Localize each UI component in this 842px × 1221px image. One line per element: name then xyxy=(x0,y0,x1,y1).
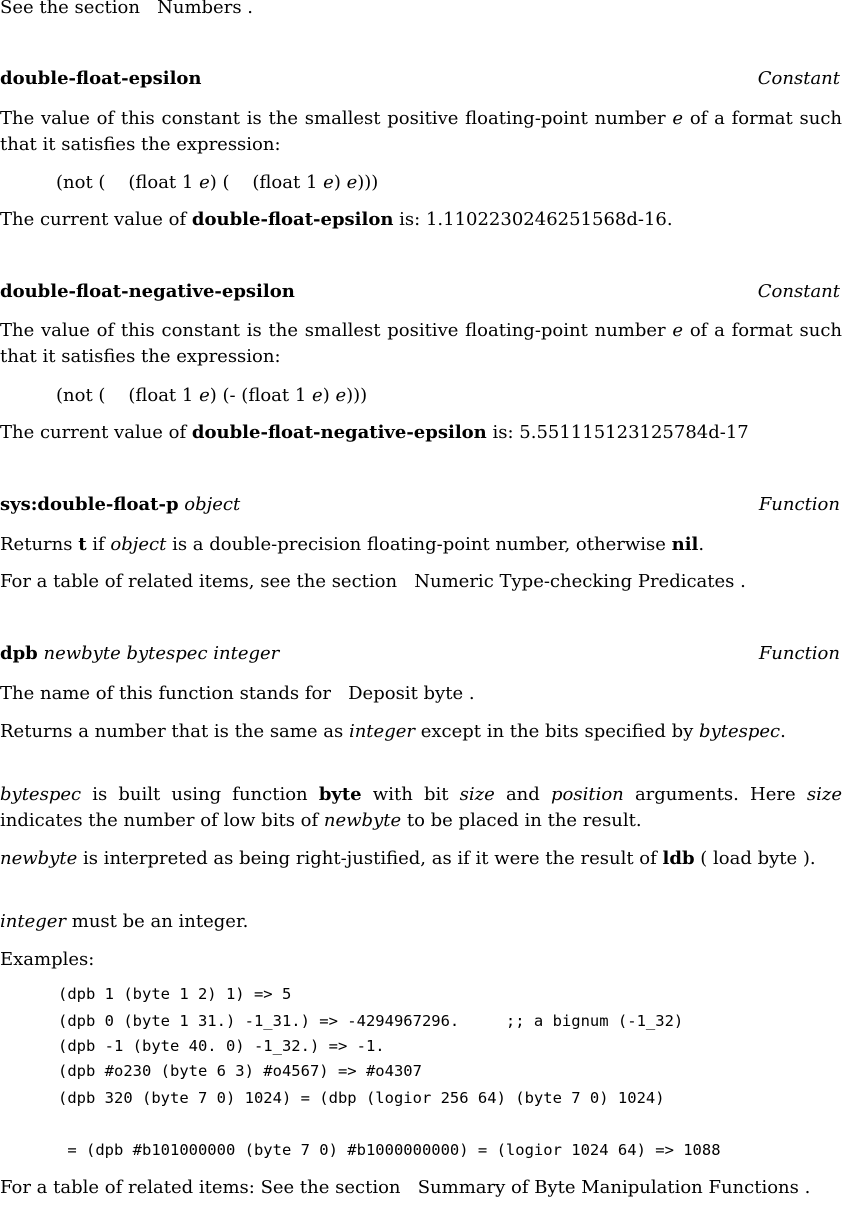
code-line: (dpb 320 (byte 7 0) 1024) = (dbp (logior 256 64) (byte 7 0) 1024) xyxy=(58,1089,665,1107)
entry-header-double-float-epsilon xyxy=(0,68,842,94)
code-line: (dpb 0 (byte 1 31.) -1_31.) => -4294967296. ;; a bignum (-1_32) xyxy=(58,1012,684,1030)
intro-text: See the section xyxy=(0,0,140,18)
dfp-related: For a table of related items, see the section Numeric Type-checking Predicates . xyxy=(0,571,746,592)
dpb-newbyte-desc: newbyte is interpreted as being right-justified, as if it were the result of ldb ( load byte ). xyxy=(0,848,816,869)
code-line: (dpb #o230 (byte 6 3) #o4567) => #o4307 xyxy=(58,1062,422,1080)
intro-line xyxy=(0,0,842,21)
entry-name: sys:double-float-p xyxy=(0,494,179,515)
dpb-name-meaning: The name of this function stands for Deposit byte . xyxy=(0,683,475,704)
entry-kind: Constant xyxy=(757,68,840,89)
entry-args: newbyte bytespec integer xyxy=(43,643,280,664)
dfp-returns: Returns t if object is a double-precision floating-point number, otherwise nil. xyxy=(0,534,705,555)
entry-kind: Function xyxy=(758,643,840,664)
dpb-integer-desc: integer must be an integer. xyxy=(0,911,249,932)
byte-manipulation-link[interactable]: Summary of Byte Manipulation Functions xyxy=(417,1177,799,1198)
entry-header-double-float-negative-epsilon xyxy=(0,281,842,307)
entry-header-dpb xyxy=(0,643,842,669)
numeric-predicates-link[interactable]: Numeric Type-checking Predicates xyxy=(414,571,735,592)
dpb-examples-label: Examples: xyxy=(0,949,95,970)
entry-name: double-float-epsilon xyxy=(0,68,202,89)
dfne-expression: (not ( (float 1 e) (- (float 1 e) e))) xyxy=(56,385,368,406)
code-line: (dpb -1 (byte 40. 0) -1_32.) => -1. xyxy=(58,1037,385,1055)
dpb-returns: Returns a number that is the same as integer except in the bits specified by bytespec. xyxy=(0,721,786,742)
code-line: = (dpb #b101000000 (byte 7 0) #b1000000000) = (logior 1024 64) => 1088 xyxy=(58,1141,721,1159)
entry-args: object xyxy=(184,494,241,515)
entry-name: double-float-negative-epsilon xyxy=(0,281,295,302)
dpb-related: For a table of related items: See the section Summary of Byte Manipulation Functions . xyxy=(0,1177,811,1198)
intro-end: . xyxy=(247,0,254,18)
dfne-description: The value of this constant is the smallest positive floating-point number e of a format such that it satisfies the expression: xyxy=(0,320,842,367)
code-line: (dpb 1 (byte 1 2) 1) => 5 xyxy=(58,985,292,1003)
dpb-bytespec-desc: bytespec is built using function byte with bit size and position arguments. Here size indicates the number of low bits of newbyte to be placed in the result. xyxy=(0,784,842,831)
entry-kind: Constant xyxy=(757,281,840,302)
dfe-current-value: The current value of double-float-epsilon is: 1.1102230246251568d-16. xyxy=(0,209,673,230)
dfe-expression: (not ( (float 1 e) ( (float 1 e) e))) xyxy=(56,172,379,193)
dfe-description: The value of this constant is the smallest positive floating-point number e of a format such that it satisfies the expression: xyxy=(0,108,842,155)
entry-name: dpb xyxy=(0,643,38,664)
numbers-section-link[interactable]: Numbers xyxy=(157,0,242,18)
entry-header-double-float-p xyxy=(0,494,842,520)
dfne-current-value: The current value of double-float-negative-epsilon is: 5.551115123125784d-17 xyxy=(0,422,749,443)
entry-kind: Function xyxy=(758,494,840,515)
